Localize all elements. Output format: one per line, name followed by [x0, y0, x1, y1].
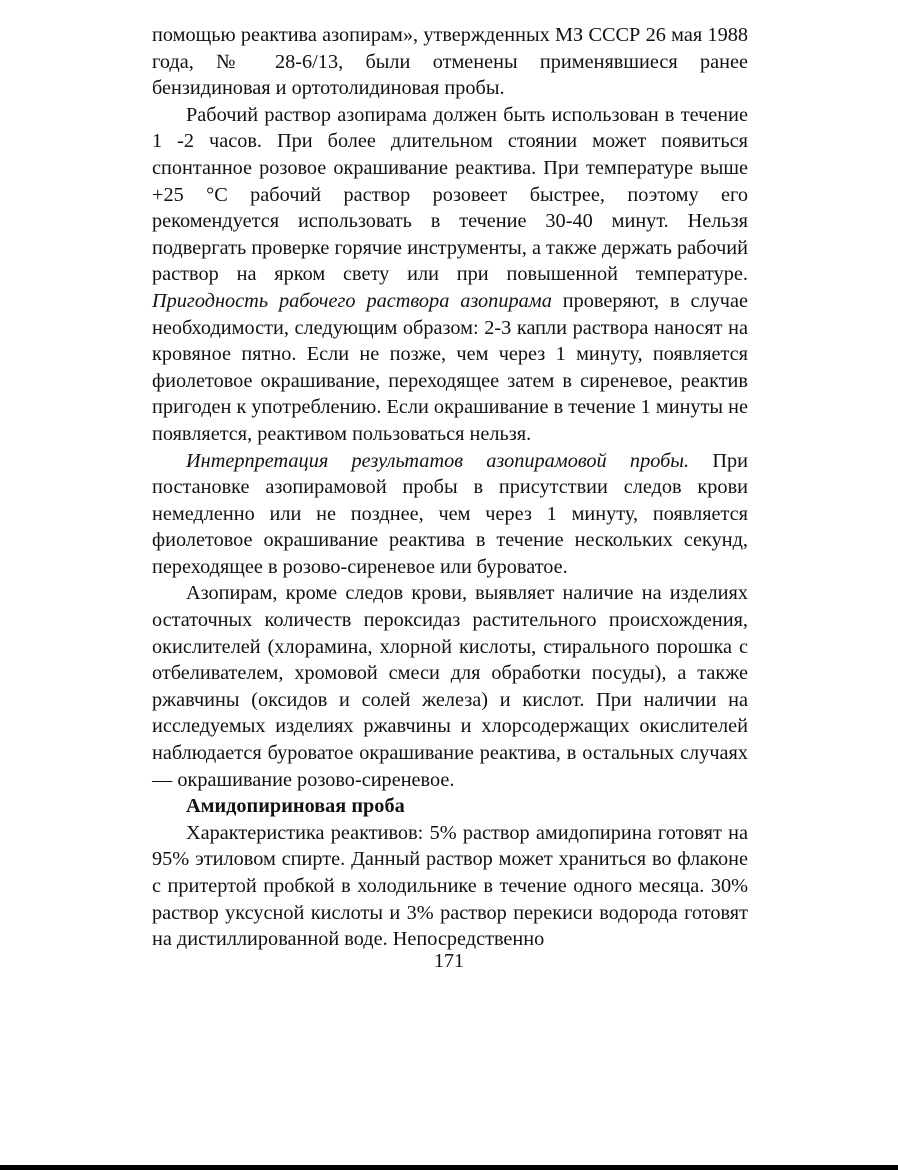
page-number: 171 — [434, 950, 464, 972]
paragraph-4: Азопирам, кроме следов крови, выявляет наличие на изделиях остаточных количеств пероксидаз растительного происхождения, окислителей (хлорамина, хлорной кислоты, стирального порошка с отбеливателем, хромовой смеси для обработки посуды), а также ржавчины (оксидов и солей железа) и кислот. При наличии на исследуемых изделиях ржавчины и хлорсодержащих окислителей наблюдается буроватое окрашивание реактива, в остальных случаях — окрашивание розово-сиреневое. — [152, 582, 748, 791]
paragraph-2-text-a: Рабочий раствор азопирама должен быть использован в течение 1 -2 часов. При более длительном стоянии может появиться спонтанное розовое окрашивание реактива. При температуре выше +25 °С рабочий раствор розовеет быстрее, поэтому его рекомендуется использовать в течение 30-40 минут. Нельзя подвергать проверке горячие инструменты, а также держать рабочий раствор на ярком свету или при повышенной температуре. — [152, 103, 748, 286]
section-heading: Амидопириновая проба — [186, 795, 405, 818]
paragraph-1: помощью реактива азопирам», утвержденных МЗ СССР 26 мая 1988 года, № 28-6/13, были отменены применявшиеся ранее бензидиновая и ортотолидиновая пробы. — [152, 24, 748, 100]
paragraph-2-italic: Пригодность рабочего раствора азопирама — [152, 289, 552, 312]
paragraph-5: Характеристика реактивов: 5% раствор амидопирина готовят на 95% этиловом спирте. Данный раствор может храниться во флаконе с притертой пробкой в холодильнике в течение одного месяца. 30% раствор уксусной кислоты и 3% раствор перекиси водорода готовят на дистиллированной воде. Непосредственно — [152, 821, 748, 951]
paragraph-2-text-b: проверяют, в случае необходимости, следующим образом: 2-3 капли раствора наносят на кровяное пятно. Если не позже, чем через 1 минуту, появляется фиолетовое окрашивание, переходящее затем в сиреневое, реактив пригоден к употреблению. Если окрашивание в течение 1 минуты не появляется, реактивом пользоваться нельзя. — [152, 289, 748, 445]
paragraph-2 — [152, 102, 748, 448]
paragraph-3-italic: Интерпретация результатов азопирамовой пробы. — [186, 449, 690, 472]
paragraph-3 — [152, 448, 748, 581]
bottom-rule — [0, 1165, 898, 1170]
page-body — [152, 22, 748, 953]
paragraph-3-text: При постановке азопирамовой пробы в присутствии следов крови немедленно или не позднее, чем через 1 минуту, появляется фиолетовое окрашивание реактива в течение нескольких секунд, переходящее в розово-сиреневое или буроватое. — [152, 449, 748, 578]
